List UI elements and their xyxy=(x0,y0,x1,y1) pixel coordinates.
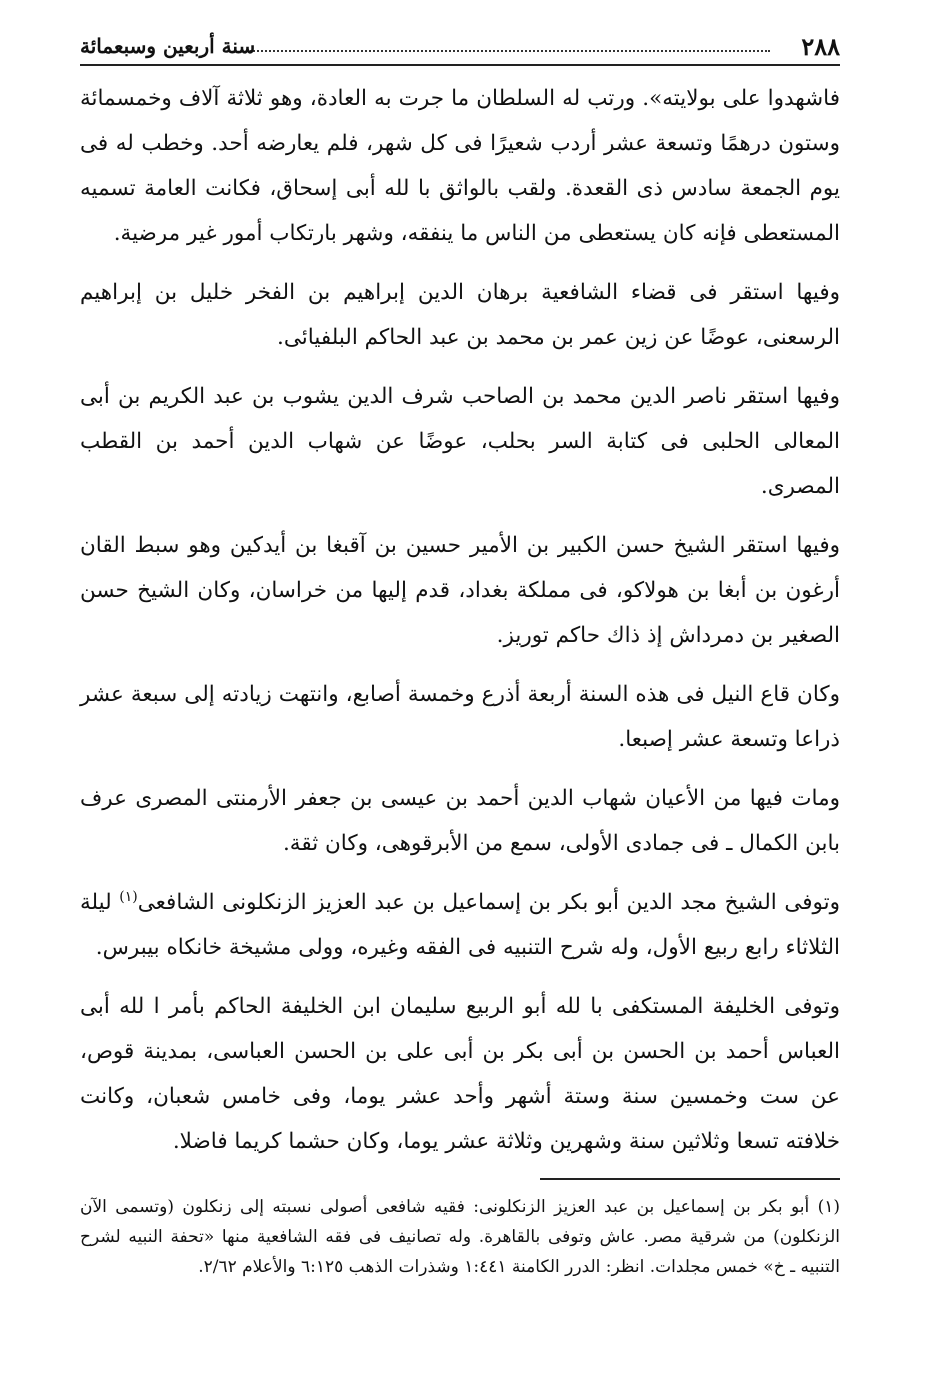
footnote-divider xyxy=(540,1178,840,1180)
paragraph: وفيها استقر فى قضاء الشافعية برهان الدين إبراهيم بن الفخر خليل بن إبراهيم الرسعنى، عوضًا عن زين عمر بن محمد بن عبد الحاكم البلفيائى. xyxy=(80,280,840,350)
paragraph-text: ليلة الثلاثاء رابع ربيع الأول، وله شرح التنبيه فى الفقه وغيره، وولى مشيخة خانكاه بيبرس. xyxy=(80,890,840,960)
paragraph-with-footnote xyxy=(80,880,840,970)
paragraph: وفيها استقر الشيخ حسن الكبير بن الأمير حسين بن آقبغا بن أيدكين وهو سبط القان أرغون بن أبغا بن هولاكو، فى مملكة بغداد، قدم إليها من خراسان، وكان الشيخ حسن الصغير بن دمرداش إذ ذاك حاكم توريز. xyxy=(80,533,840,648)
page-header xyxy=(80,30,840,66)
paragraph: وكان قاع النيل فى هذه السنة أربعة أذرع وخمسة أصابع، وانتهت زيادته إلى سبعة عشر ذراعا وتسعة عشر إصبعا. xyxy=(80,682,840,752)
paragraph: وتوفى الخليفة المستكفى با لله أبو الربيع سليمان ابن الخليفة الحاكم بأمر ا لله أبى العباس أحمد بن الحسن بن أبى بكر بن أبى على بن الحسن العباسى، بمدينة قوص، عن ست وخمسين سنة وستة أشهر وأحد عشر يوما، وفى خامس شعبان، وكانت خلافته تسعا وثلاثين سنة وشهرين وثلاثة عشر يوما، وكان حشما كريما فاضلا. xyxy=(80,994,840,1154)
paragraph-text: وتوفى الشيخ مجد الدين أبو بكر بن إسماعيل بن عبد العزيز الزنكلونى الشافعى xyxy=(137,890,840,915)
footnote-marker: (١) xyxy=(119,888,138,905)
header-dotted-leader xyxy=(250,50,770,52)
paragraph: فاشهدوا على بولايته». ورتب له السلطان ما جرت به العادة، وهو ثلاثة آلاف وخمسمائة وستون درهمًا وتسعة عشر أردب شعيرًا فى كل شهر، فلم يعارضه أحد. وخطب له فى يوم الجمعة سادس ذى القعدة. ولقب بالواثق با لله أبى إسحاق، فكانت العامة تسميه المستعطى فإنه كان يستعطى من الناس ما ينفقه، وشهر بارتكاب أمور غير مرضية. xyxy=(80,86,840,246)
paragraph: وفيها استقر ناصر الدين محمد بن الصاحب شرف الدين يشوب بن عبد الكريم بن أبى المعالى الحلبى فى كتابة السر بحلب، عوضًا عن شهاب الدين أحمد بن القطب المصرى. xyxy=(80,384,840,499)
running-title: سنة أربعين وسبعمائة xyxy=(80,34,256,58)
paragraph: ومات فيها من الأعيان شهاب الدين أحمد بن عيسى بن جعفر الأرمنتى المصرى عرف بابن الكمال ـ فى جمادى الأولى، سمع من الأبرقوهى، وكان ثقة. xyxy=(80,786,840,856)
book-page xyxy=(80,30,840,1360)
footnotes xyxy=(80,1192,840,1282)
page-number: ٢٨٨ xyxy=(801,32,840,61)
footnote: (١) أبو بكر بن إسماعيل بن عبد العزيز الزنكلونى: فقيه شافعى أصولى نسبته إلى زنكلون (وتسمى الآن الزنكلون) من شرقية مصر. عاش وتوفى بالقاهرة. وله تصانيف فى فقه الشافعية منها «تحفة النبيه لشرح التنبيه ـ خ» خمس مجلدات. انظر: الدرر الكامنة ١:٤٤١ وشذرات الذهب ٦:١٢٥ والأعلام ٢/٦٢. xyxy=(80,1197,840,1277)
main-text xyxy=(80,76,840,1164)
